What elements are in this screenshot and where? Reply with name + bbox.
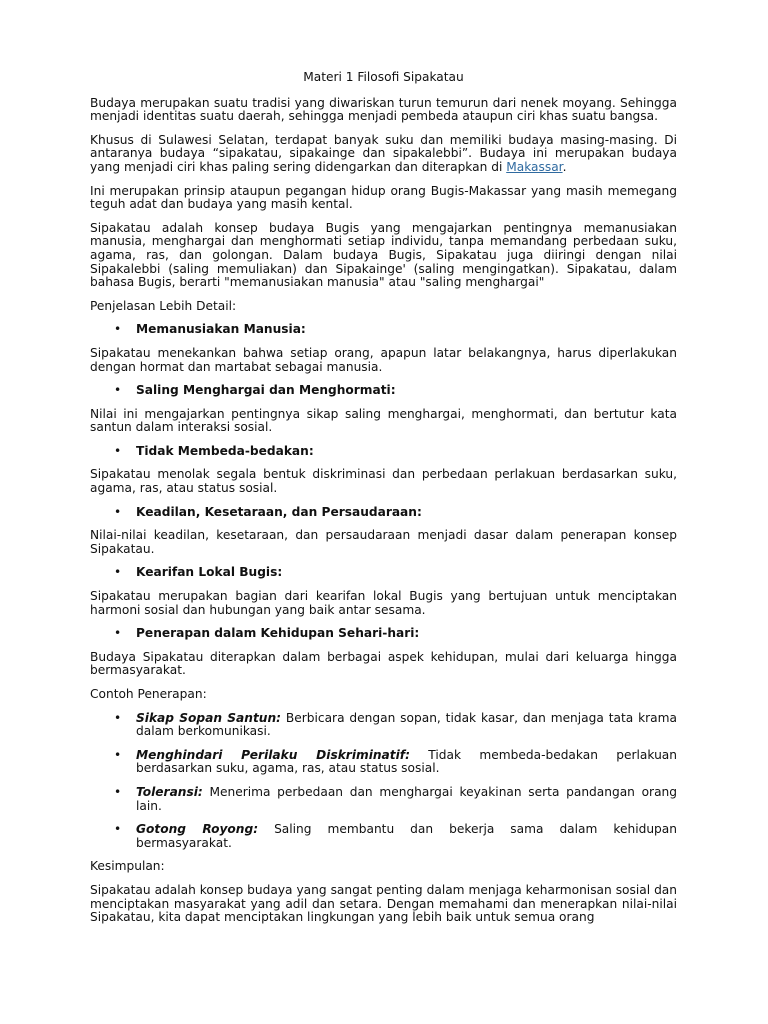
paragraph-prinsip: Ini merupakan prinsip ataupun pegangan hidup orang Bugis-Makassar yang masih memegang teguh adat dan budaya yang masih kental.	[90, 183, 677, 212]
paragraph-sulsel	[90, 134, 677, 175]
section-heading: Saling Menghargai dan Menghormati:	[136, 383, 396, 398]
document-content	[90, 71, 677, 935]
bullet-icon: •	[114, 383, 122, 398]
section-text: Sipakatau menolak segala bentuk diskriminasi dan perbedaan perlakuan berdasarkan suku, agama, ras, atau status sosial.	[90, 467, 677, 496]
section-heading: Penerapan dalam Kehidupan Sehari-hari:	[136, 626, 420, 641]
contoh-item	[90, 786, 677, 813]
section-text: Budaya Sipakatau diterapkan dalam berbagai aspek kehidupan, mulai dari keluarga hingga bermasyarakat.	[90, 649, 677, 678]
kesimpulan-heading: Kesimpulan:	[90, 859, 165, 874]
section-heading: Keadilan, Kesetaraan, dan Persaudaraan:	[136, 504, 422, 519]
bullet-icon: •	[114, 504, 122, 519]
section-heading-item	[90, 627, 677, 641]
section-list	[90, 566, 677, 580]
section-text: Sipakatau merupakan bagian dari kearifan lokal Bugis yang bertujuan untuk menciptakan harmoni sosial dan hubungan yang baik antar sesama.	[90, 589, 677, 617]
kesimpulan-text: Sipakatau adalah konsep budaya yang sangat penting dalam menjaga keharmonisan sosial dan menciptakan masyarakat yang adil dan setara. Dengan memahami dan menerapkan nilai-nilai Sipakatau, kita dapat menciptakan lingkungan yang lebih baik untuk semua orang	[90, 882, 677, 925]
bullet-icon: •	[114, 443, 122, 458]
section-list	[90, 384, 677, 398]
makassar-link[interactable]: Makassar	[506, 159, 563, 174]
section-text: Nilai-nilai keadilan, kesetaraan, dan persaudaraan menjadi dasar dalam penerapan konsep Sipakatau.	[90, 528, 677, 556]
bullet-icon: •	[114, 565, 122, 580]
section-heading-item	[90, 384, 677, 398]
section-list	[90, 627, 677, 641]
section-list	[90, 445, 677, 459]
contoh-item	[90, 749, 677, 776]
contoh-list	[90, 712, 677, 851]
section-list	[90, 506, 677, 520]
contoh-text: Saling membantu dan bekerja sama dalam kehidupan bermasyarakat.	[136, 822, 677, 850]
bullet-icon: •	[114, 784, 122, 799]
section-heading: Tidak Membeda-bedakan:	[136, 443, 314, 458]
contoh-term: Menghindari Perilaku Diskriminatif:	[136, 747, 410, 762]
section-list	[90, 323, 677, 337]
bullet-icon: •	[114, 626, 122, 641]
section-text: Sipakatau menekankan bahwa setiap orang, apapun latar belakangnya, harus diperlakukan dengan hormat dan martabat sebagai manusia.	[90, 345, 677, 374]
bullet-icon: •	[114, 822, 122, 837]
contoh-item	[90, 712, 677, 739]
section-heading-item	[90, 323, 677, 337]
paragraph-sulsel-text: Khusus di Sulawesi Selatan, terdapat banyak suku dan memiliki budaya masing-masing. Di antaranya budaya “sipakatau, sipakainge dan sipakalebbi”. Budaya ini merupakan budaya yang menjadi ciri khas paling sering didengarkan dan diterapkan di	[90, 132, 677, 174]
paragraph-intro: Budaya merupakan suatu tradisi yang diwariskan turun temurun dari nenek moyang. Sehingga menjadi identitas suatu daerah, sehingga menjadi pembeda ataupun ciri khas suatu bangsa.	[90, 95, 677, 124]
contoh-text: Berbicara dengan sopan, tidak kasar, dan menjaga tata krama dalam berkomunikasi.	[136, 710, 677, 739]
bullet-icon: •	[114, 322, 122, 337]
bullet-icon: •	[114, 710, 122, 725]
section-heading-item	[90, 445, 677, 459]
penjelasan-heading: Penjelasan Lebih Detail:	[90, 298, 237, 313]
paragraph-konsep: Sipakatau adalah konsep budaya Bugis yang mengajarkan pentingnya memanusiakan manusia, menghargai dan menghormati setiap individu, tanpa memandang perbedaan suku, agama, ras, dan golongan. Dalam budaya Bugis, Sipakatau juga diiringi dengan nilai Sipakalebbi (saling memuliakan) dan Sipakainge' (saling mengingatkan). Sipakatau, dalam bahasa Bugis, berarti "memanusiakan manusia" atau "saling menghargai"	[90, 220, 677, 290]
contoh-term: Sikap Sopan Santun:	[136, 710, 282, 725]
paragraph-sulsel-end: .	[562, 159, 567, 174]
contoh-term: Toleransi:	[136, 784, 203, 799]
bullet-icon: •	[114, 747, 122, 762]
contoh-text: Tidak membeda-bedakan perlakuan berdasarkan suku, agama, ras, atau status sosial.	[136, 747, 677, 776]
section-heading: Memanusiakan Manusia:	[136, 322, 306, 337]
contoh-heading: Contoh Penerapan:	[90, 687, 207, 701]
document-title: Materi 1 Filosofi Sipakatau	[303, 70, 464, 84]
contoh-text: Menerima perbedaan dan menghargai keyakinan serta pandangan orang lain.	[136, 784, 677, 813]
section-text: Nilai ini mengajarkan pentingnya sikap saling menghargai, menghormati, dan bertutur kata santun dalam interaksi sosial.	[90, 406, 677, 435]
contoh-item	[90, 823, 677, 850]
section-heading-item	[90, 506, 677, 520]
section-heading-item	[90, 566, 677, 580]
contoh-term: Gotong Royong:	[136, 822, 259, 837]
section-heading: Kearifan Lokal Bugis:	[136, 565, 283, 580]
